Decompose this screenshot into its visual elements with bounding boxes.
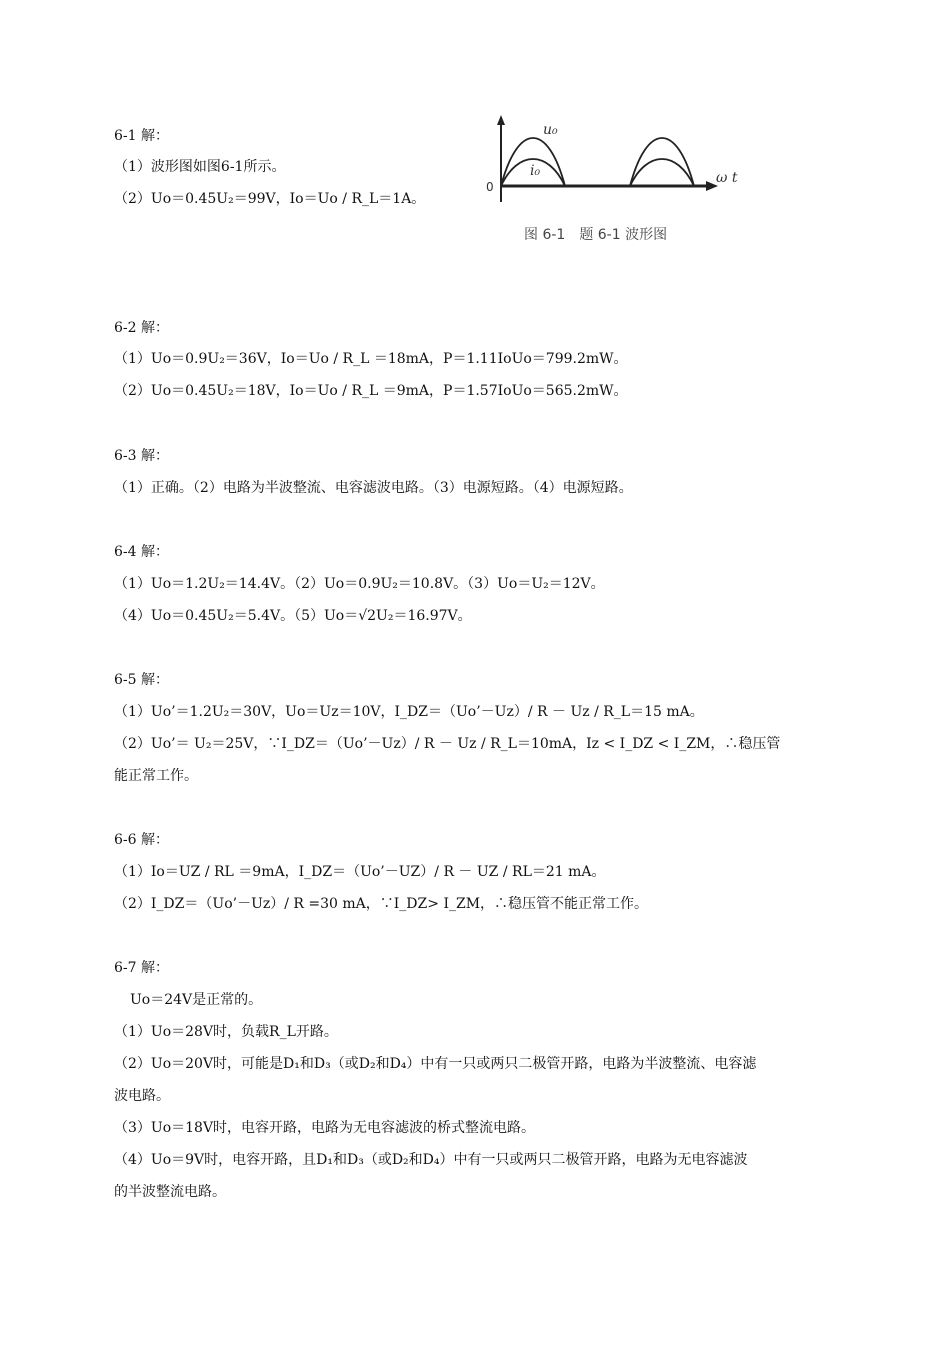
section-6-2-heading: 6-2 解： <box>114 320 169 336</box>
answer-line: （4）Uo＝9V时，电容开路，且D₁和D₃（或D₂和D₄）中有一只或两只二极管开路，电路为无电容滤波 <box>114 1152 748 1168</box>
answer-line: （2）I_DZ＝（Uo’－Uz）/ R =30 mA，∵I_DZ> I_ZM，∴稳压管不能正常工作。 <box>114 896 649 912</box>
answer-line: Uo＝24V是正常的。 <box>130 992 263 1008</box>
waveform-plot <box>478 112 748 222</box>
i0-wave-2 <box>630 159 694 186</box>
answer-line: （2）Uo’＝ U₂＝25V，∵I_DZ＝（Uo’－Uz）/ R － Uz / R_L＝10mA，Iz < I_DZ < I_ZM，∴稳压管 <box>114 736 781 752</box>
answer-line: （4）Uo＝0.45U₂＝5.4V。（5）Uo＝√2U₂＝16.97V。 <box>114 608 472 624</box>
i0-label: i₀ <box>530 163 541 179</box>
answer-line: （1）Uo＝1.2U₂＝14.4V。（2）Uo＝0.9U₂＝10.8V。（3）Uo＝U₂＝12V。 <box>114 576 605 592</box>
axis-label: ω t <box>716 170 738 186</box>
answer-line: （1）Io＝UZ / RL ＝9mA，I_DZ＝（Uo’－UZ）/ R － UZ / RL＝21 mA。 <box>114 864 606 880</box>
figure-caption: 图 6-1 题 6-1 波形图 <box>524 227 668 243</box>
answer-line: （3）Uo＝18V时，电容开路，电路为无电容滤波的桥式整流电路。 <box>114 1120 536 1136</box>
section-6-5-heading: 6-5 解： <box>114 672 169 688</box>
answer-line: （2）Uo＝20V时，可能是D₁和D₃（或D₂和D₄）中有一只或两只二极管开路，电路为半波整流、电容滤 <box>114 1056 757 1072</box>
section-6-7-heading: 6-7 解： <box>114 960 169 976</box>
u0-wave-2 <box>630 138 694 186</box>
answer-line: （1）波形图如图6-1所示。 <box>114 159 286 175</box>
section-6-6-heading: 6-6 解： <box>114 832 169 848</box>
section-6-1-heading: 6-1 解： <box>114 128 169 144</box>
answer-line: （1）Uo＝28V时，负载R_L开路。 <box>114 1024 338 1040</box>
y-axis-arrow <box>497 115 505 125</box>
answer-line: 能正常工作。 <box>114 768 198 784</box>
waveform-figure <box>478 112 748 252</box>
u0-label: u₀ <box>543 122 558 138</box>
answer-line: （1）Uo’＝1.2U₂＝30V，Uo＝Uz＝10V，I_DZ＝（Uo’－Uz）/ R － Uz / R_L＝15 mA。 <box>114 704 704 720</box>
answer-line: 波电路。 <box>114 1088 170 1104</box>
section-6-4-heading: 6-4 解： <box>114 544 169 560</box>
origin-label: 0 <box>486 180 494 194</box>
answer-line: （1）Uo＝0.9U₂＝36V，Io＝Uo / R_L ＝18mA，P＝1.11IoUo＝799.2mW。 <box>114 351 628 367</box>
answer-line: （2）Uo＝0.45U₂＝99V，Io＝Uo / R_L＝1A。 <box>114 191 426 207</box>
answer-line: 的半波整流电路。 <box>114 1184 226 1200</box>
answer-line: （2）Uo＝0.45U₂＝18V，Io＝Uo / R_L ＝9mA，P＝1.57IoUo＝565.2mW。 <box>114 383 628 399</box>
section-6-3-heading: 6-3 解： <box>114 448 169 464</box>
answer-line: （1）正确。（2）电路为半波整流、电容滤波电路。（3）电源短路。（4）电源短路。 <box>114 480 633 496</box>
